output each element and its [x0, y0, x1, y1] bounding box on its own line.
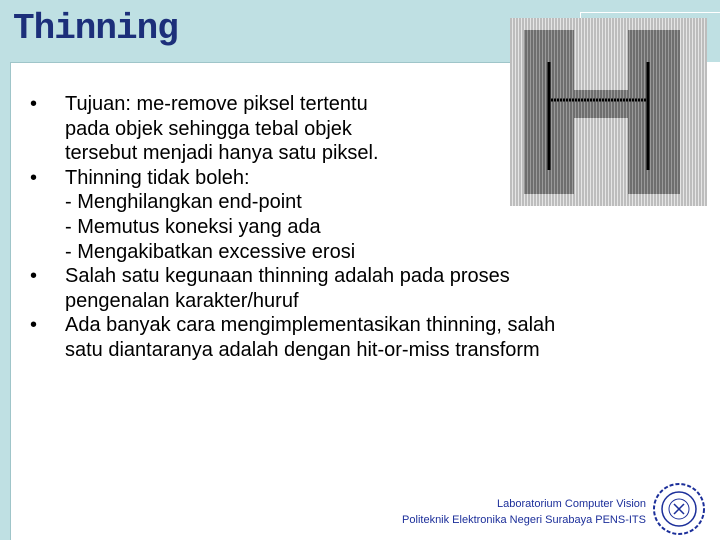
bullet-line: pengenalan karakter/huruf	[65, 289, 299, 312]
decorative-line	[580, 12, 720, 13]
footer	[402, 496, 646, 528]
footer-lab-name: Laboratorium Computer Vision	[497, 498, 646, 510]
bullet-line: pada objek sehingga tebal objek	[65, 117, 352, 140]
bullet-line: satu diantaranya adalah dengan hit-or-miss transform	[65, 338, 540, 361]
panel-border	[10, 62, 11, 540]
bullet-line: - Memutus koneksi yang ada	[65, 215, 321, 238]
bullet-line: tersebut menjadi hanya satu piksel.	[65, 142, 379, 165]
bullet-item	[30, 264, 690, 313]
panel-border	[10, 62, 510, 63]
bullet-item	[30, 92, 690, 166]
bullet-line: • Ada banyak cara mengimplementasikan thinning, salah	[65, 314, 556, 337]
footer-institution: Politeknik Elektronika Negeri Surabaya PENS-ITS	[402, 514, 646, 526]
bullet-line: - Mengakibatkan excessive erosi	[65, 240, 356, 263]
bullet-item	[30, 166, 690, 264]
bullet-item	[30, 313, 690, 362]
institution-logo	[652, 482, 706, 536]
bullet-line: • Salah satu kegunaan thinning adalah pada proses	[65, 265, 510, 288]
bullet-list	[30, 92, 690, 363]
bullet-line: • Tujuan: me-remove piksel tertentu	[65, 93, 368, 115]
slide-title: Thinning	[13, 8, 178, 49]
bullet-line: • Thinning tidak boleh:	[65, 166, 250, 189]
bullet-line: - Menghilangkan end-point	[65, 191, 302, 214]
